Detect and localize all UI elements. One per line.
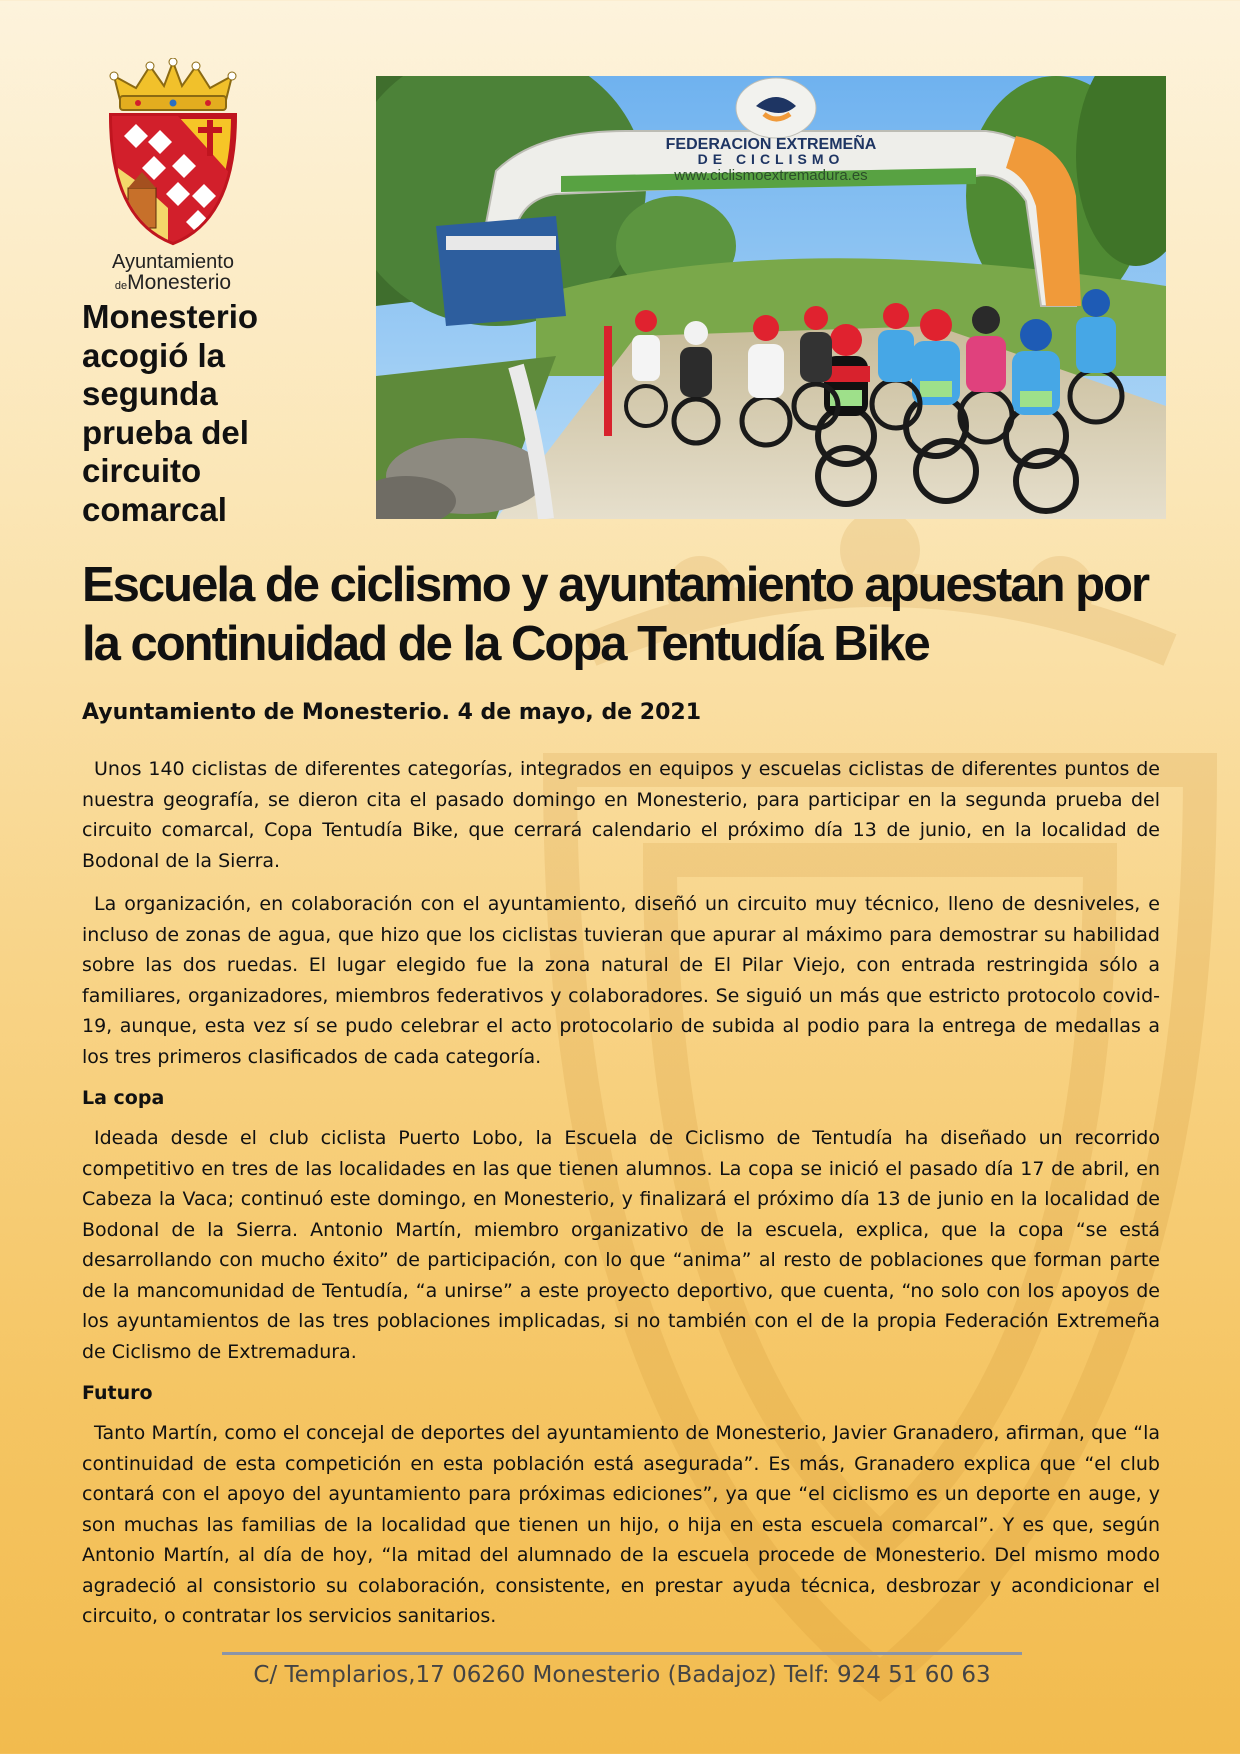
section-heading-futuro: Futuro: [82, 1382, 153, 1404]
article-paragraph-1: Unos 140 ciclistas de diferentes categorías, integrados en equipos y escuelas ciclistas de diferentes puntos de nuestra geografía, se dieron cita el pasado domingo en Monesterio, para participar en la segunda prueba del circuito comarcal, Copa Tentudía Bike, que cerrará calendario el próximo día 13 de junio, en la localidad de Bodonal de la Sierra.: [82, 758, 1160, 872]
monesterio-coat-of-arms-icon: [98, 58, 248, 248]
footer-divider: [222, 1652, 1022, 1655]
arch-text-line1: FEDERACION EXTREMEÑA: [665, 136, 877, 153]
race-photo: [376, 76, 1166, 519]
article-dateline: Ayuntamiento de Monesterio. 4 de mayo, de 2021: [82, 700, 701, 725]
kicker-heading: Monesterio acogió la segunda prueba del circuito comarcal: [82, 298, 259, 528]
footer-address: C/ Templarios,17 06260 Monesterio (Badajoz) Telf: 924 51 60 63: [253, 1662, 991, 1688]
article-paragraph-4: Tanto Martín, como el concejal de deportes del ayuntamiento de Monesterio, Javier Granadero, afirman, que “la continuidad de esta competición en esta población está asegurada”. Es más, Granadero explica que “el club contará con el apoyo del ayuntamiento para próximas ediciones”, ya que “el ciclismo es un deporte en auge, y son muchas las familias de la localidad que tienen un hijo, o hija en esta escuela comarcal”. Y es que, según Antonio Martín, al día de hoy, “la mitad del alumnado de la escuela procede de Monesterio. Del mismo modo agradeció al consistorio su colaboración, consistente, en prestar ayuda técnica, desbrozar y acondicionar el circuito, o contratar los servicios sanitarios.: [82, 1422, 1160, 1627]
logo-text-line1: Ayuntamiento: [112, 251, 234, 273]
arch-text-line2: DE CICLISMO: [697, 151, 845, 167]
section-heading-la-copa: La copa: [82, 1087, 165, 1109]
article-headline: Escuela de ciclismo y ayuntamiento apuestan por la continuidad de la Copa Tentudía Bike: [82, 558, 1149, 671]
article-paragraph-3: Ideada desde el club ciclista Puerto Lobo, la Escuela de Ciclismo de Tentudía ha diseñado un recorrido competitivo en tres de las localidades en las que tienen alumnos. La copa se inició el pasado día 17 de abril, en Cabeza la Vaca; continuó este domingo, en Monesterio, y finalizará el próximo día 13 de junio en la localidad de Bodonal de la Sierra. Antonio Martín, miembro organizativo de la escuela, explica, que la copa “se está desarrollando con mucho éxito” de participación, con lo que “anima” al resto de poblaciones que forman parte de la mancomunidad de Tentudía, “a unirse” a este proyecto deportivo, que cuenta, “no solo con los apoyos de los ayuntamientos de las tres poblaciones implicadas, si no también con el de la propia Federación Extremeña de Ciclismo de Extremadura.: [82, 1127, 1160, 1363]
cycling-race-start-photo-icon: [376, 76, 1166, 519]
logo-text-line2: de: [114, 280, 128, 292]
arch-text-line3: www.ciclismoextremadura.es: [674, 167, 868, 184]
municipality-logo: [98, 58, 248, 294]
logo-text-line3: Monesterio: [127, 271, 232, 294]
article-body: [82, 754, 1160, 1645]
article-paragraph-2: La organización, en colaboración con el ayuntamiento, diseñó un circuito muy técnico, lleno de desniveles, e incluso de zonas de agua, que hizo que los ciclistas tuvieran que apurar al máximo para demostrar su habilidad sobre las dos ruedas. El lugar elegido fue la zona natural de El Pilar Viejo, con entrada restringida sólo a familiares, organizadores, miembros federativos y colaboradores. Se siguió un más que estricto protocolo covid-19, aunque, esta vez sí se pudo celebrar el acto protocolario de subida al podio para la entrega de medallas a los tres primeros clasificados de cada categoría.: [82, 893, 1160, 1068]
